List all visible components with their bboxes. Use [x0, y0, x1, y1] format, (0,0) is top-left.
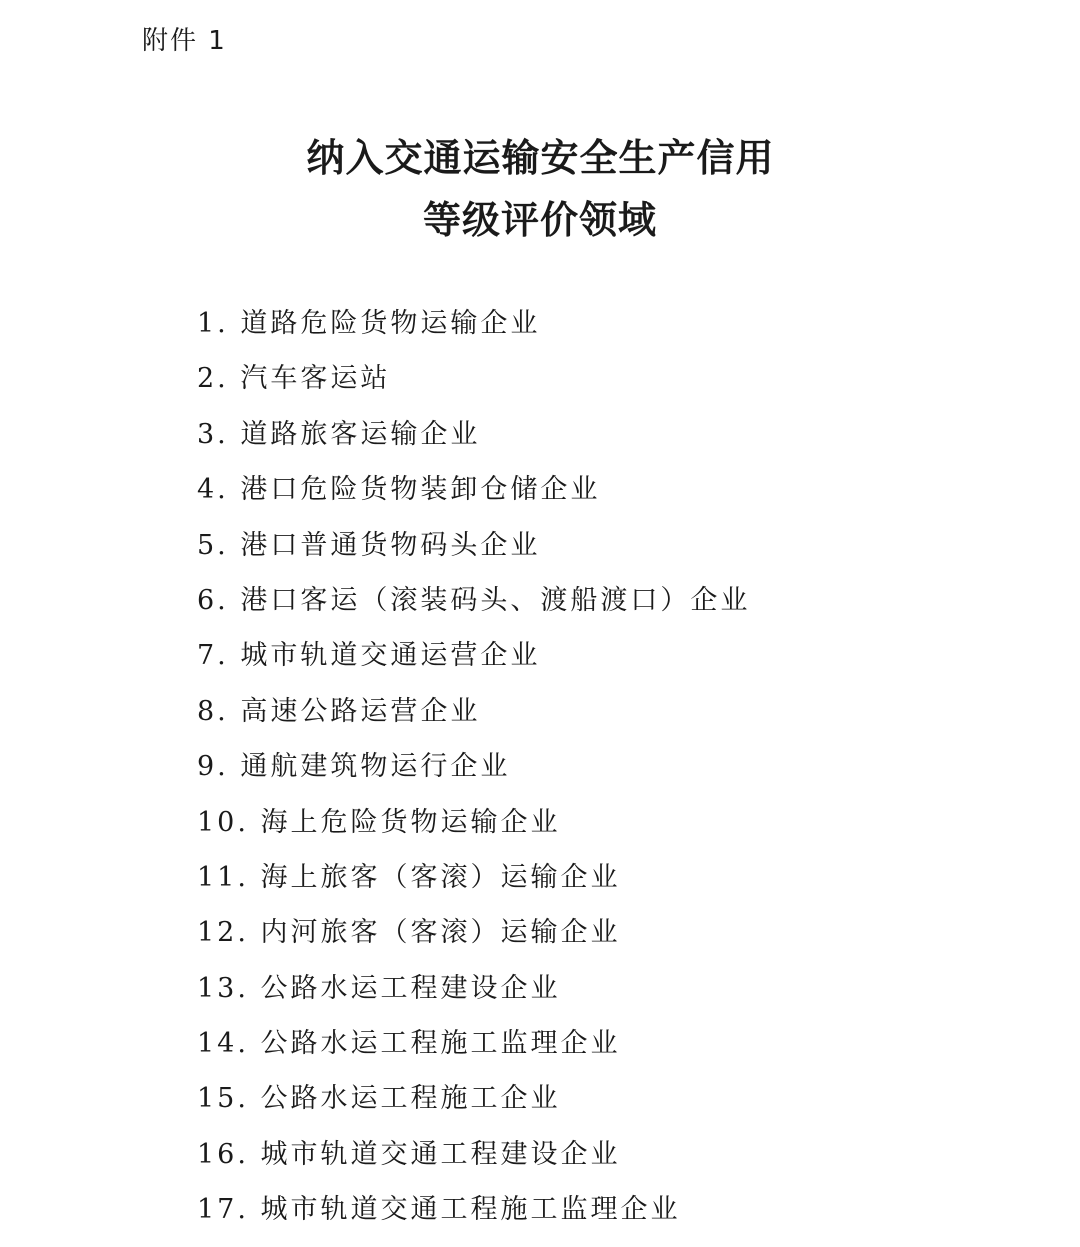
title-line-1: 纳入交通运输安全生产信用: [306, 136, 775, 180]
list-item: 6. 港口客运（滚装码头、渡船渡口）企业: [197, 584, 751, 616]
list-item: 9. 通航建筑物运行企业: [197, 751, 511, 783]
list-item: 17. 城市轨道交通工程施工监理企业: [197, 1194, 681, 1226]
list-item: 8. 高速公路运营企业: [197, 695, 481, 727]
list-item: 11. 海上旅客（客滚）运输企业: [197, 861, 621, 893]
list-item: 1. 道路危险货物运输企业: [197, 308, 541, 339]
list-item: 13. 公路水运工程建设企业: [197, 972, 561, 1004]
list-item: 12. 内河旅客（客滚）运输企业: [197, 917, 621, 949]
list-item: 2. 汽车客运站: [197, 363, 391, 395]
document-title: [0, 128, 1080, 250]
list-item: 7. 城市轨道交通运营企业: [197, 640, 541, 672]
title-line-2: 等级评价领域: [422, 198, 657, 242]
list-item: 10. 海上危险货物运输企业: [197, 806, 561, 838]
list-item: 3. 道路旅客运输企业: [197, 418, 481, 450]
list-item: 14. 公路水运工程施工监理企业: [197, 1028, 621, 1060]
domain-list: [197, 296, 750, 1238]
list-item: 16. 城市轨道交通工程建设企业: [197, 1138, 621, 1170]
list-item: 15. 公路水运工程施工企业: [197, 1083, 561, 1115]
list-item: 5. 港口普通货物码头企业: [197, 529, 541, 561]
list-item: 4. 港口危险货物装卸仓储企业: [197, 474, 601, 506]
annex-label: 附件 1: [142, 26, 227, 56]
